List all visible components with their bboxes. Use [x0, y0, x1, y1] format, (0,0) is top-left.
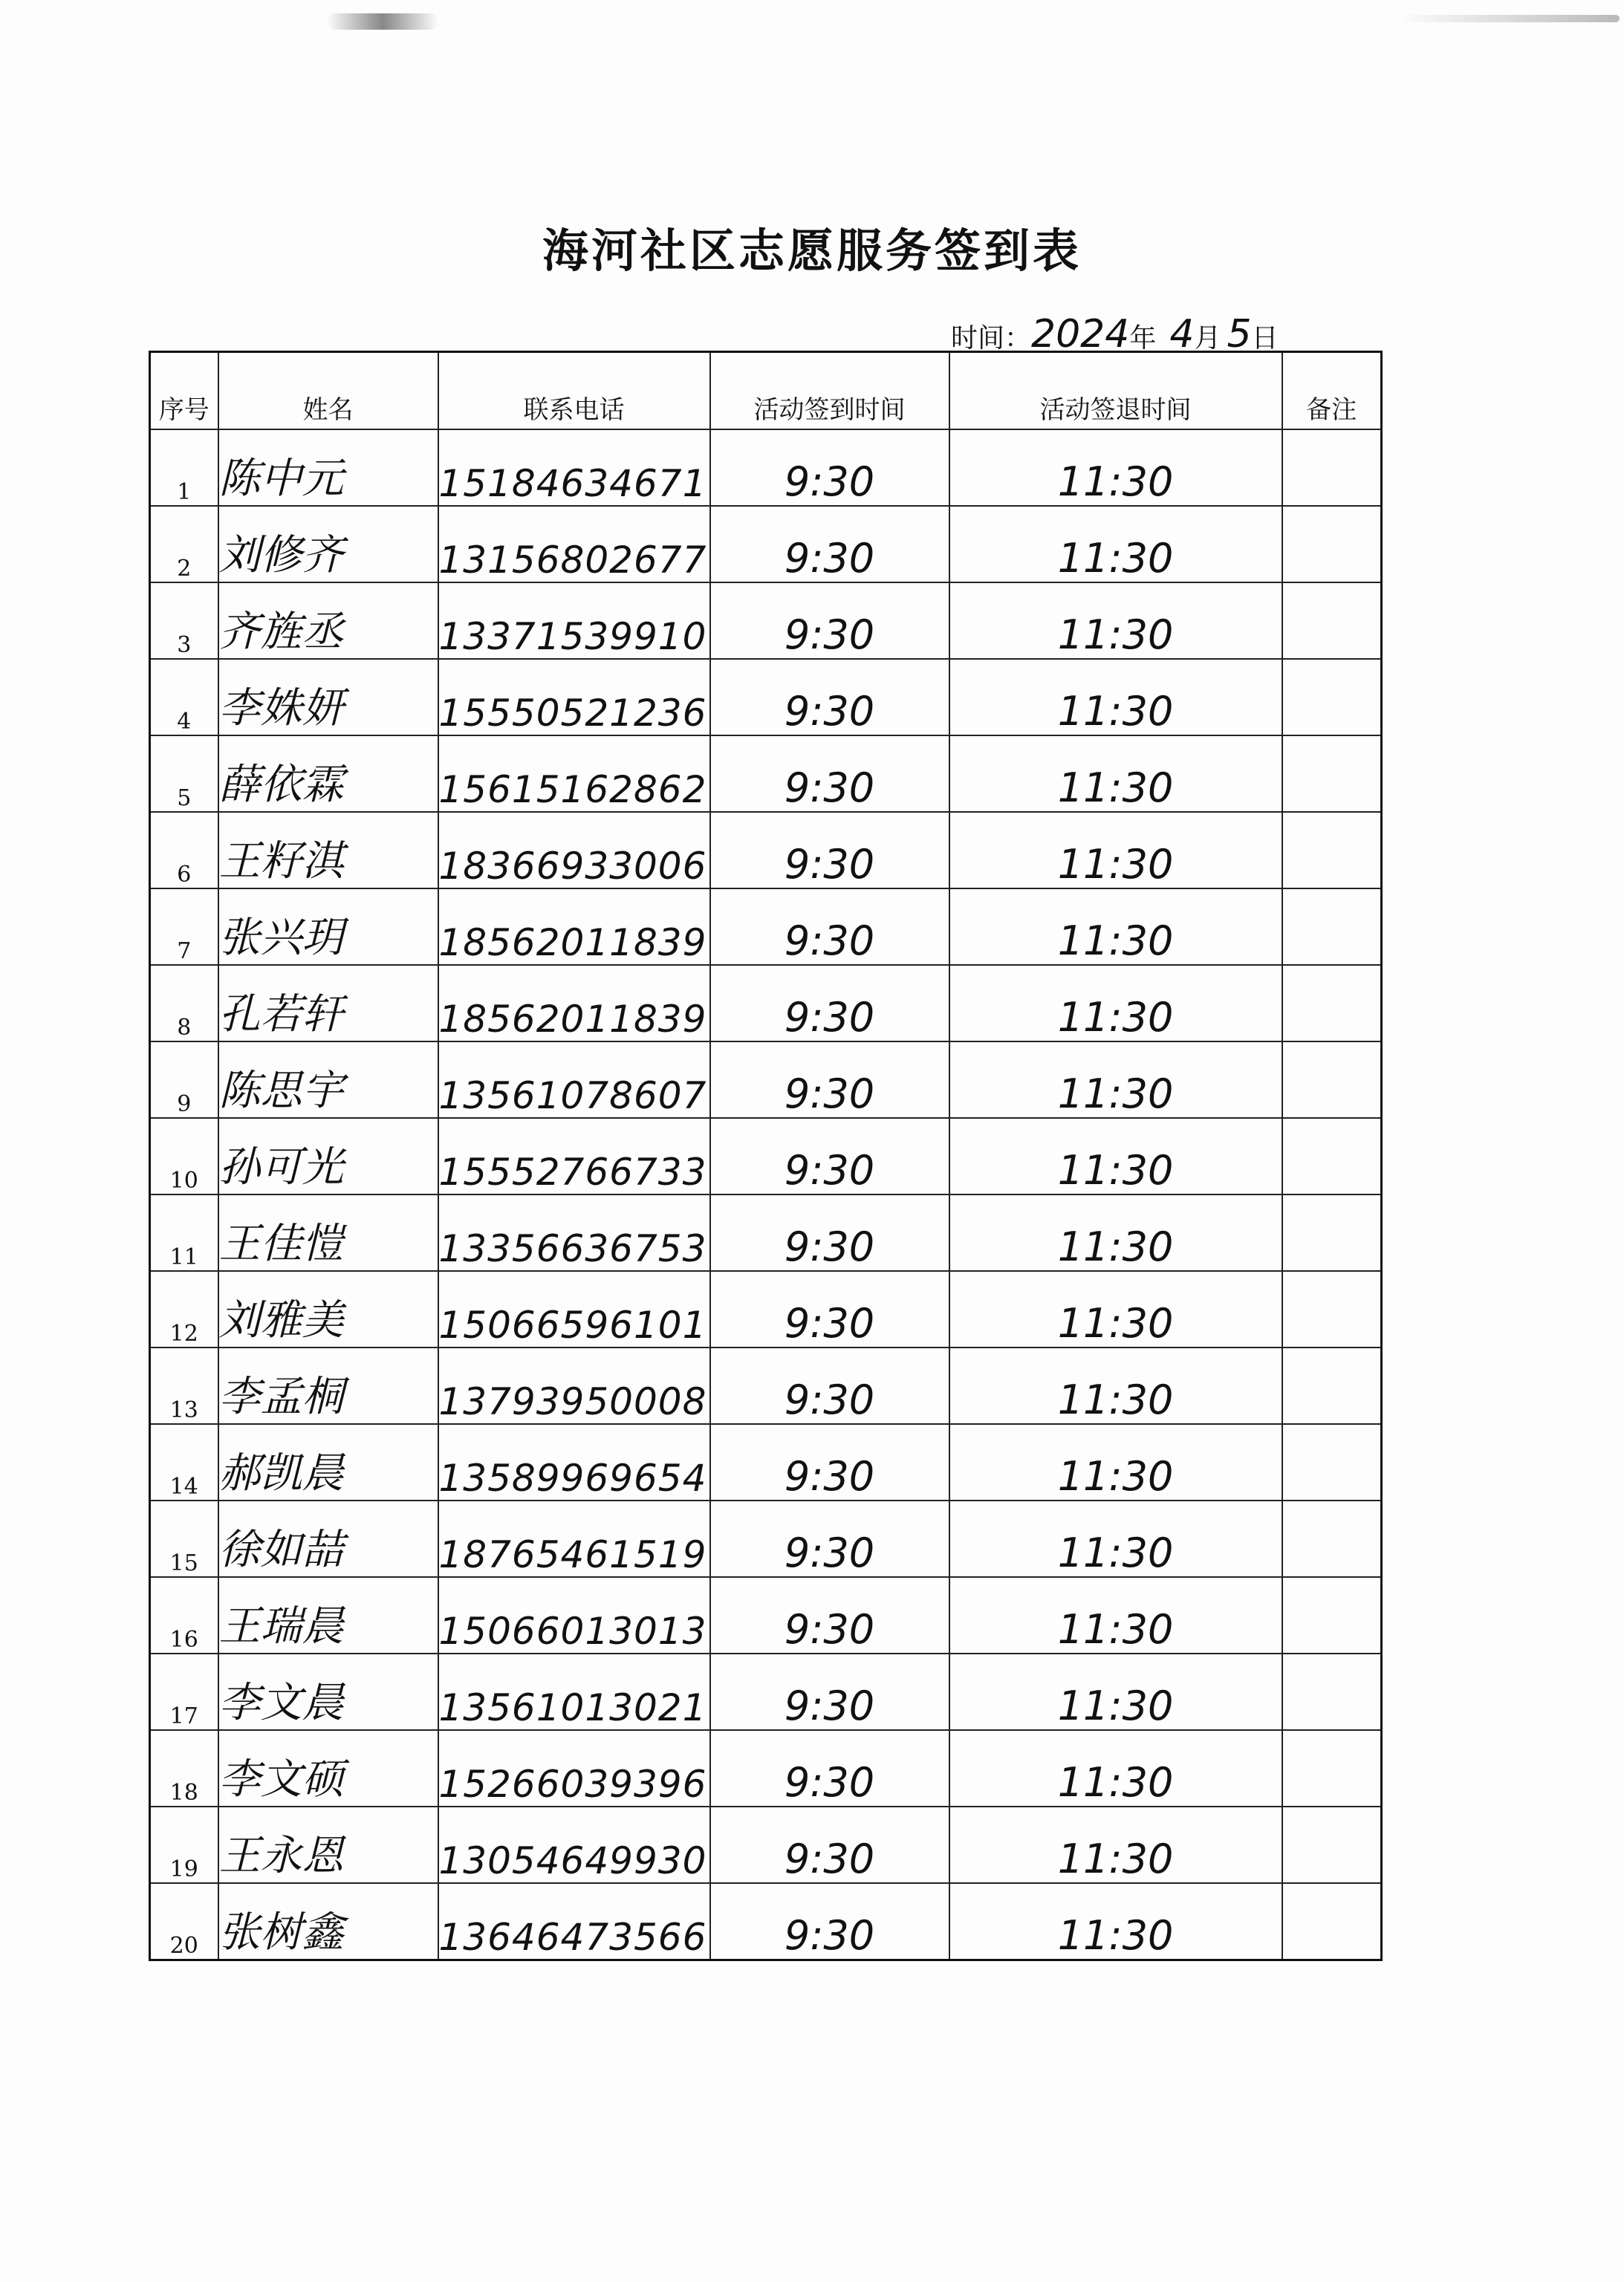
date-day-suffix: 日 — [1251, 323, 1279, 354]
scan-artifact — [327, 13, 438, 30]
row-index: 17 — [150, 1654, 218, 1730]
note-cell — [1282, 1271, 1382, 1348]
table-row — [150, 1730, 1382, 1807]
table-row — [150, 1501, 1382, 1577]
page-title: 海河社区志愿服务签到表 — [542, 224, 1082, 278]
checkout-time: 11:30 — [949, 1271, 1282, 1348]
checkout-time: 11:30 — [949, 429, 1282, 506]
volunteer-name: 张兴玥 — [218, 888, 438, 965]
note-cell — [1282, 812, 1382, 888]
table-row — [150, 1118, 1382, 1194]
signin-table — [149, 351, 1383, 1961]
volunteer-name: 刘修齐 — [218, 506, 438, 582]
volunteer-name: 张树鑫 — [218, 1883, 438, 1960]
volunteer-name: 孙可光 — [218, 1118, 438, 1194]
volunteer-name: 李文硕 — [218, 1730, 438, 1807]
col-header-name: 姓名 — [218, 352, 438, 430]
row-index: 7 — [150, 888, 218, 965]
row-index: 4 — [150, 659, 218, 735]
volunteer-phone: 18765461519 — [438, 1501, 710, 1577]
checkout-time: 11:30 — [949, 888, 1282, 965]
checkout-time: 11:30 — [949, 1348, 1282, 1424]
checkin-time: 9:30 — [710, 1730, 949, 1807]
volunteer-phone: 15552766733 — [438, 1118, 710, 1194]
note-cell — [1282, 1118, 1382, 1194]
note-cell — [1282, 1654, 1382, 1730]
col-header-index: 序号 — [150, 352, 218, 430]
checkout-time: 11:30 — [949, 735, 1282, 812]
volunteer-phone: 18366933006 — [438, 812, 710, 888]
checkout-time: 11:30 — [949, 1883, 1282, 1960]
col-header-checkout: 活动签退时间 — [949, 352, 1282, 430]
checkin-time: 9:30 — [710, 1271, 949, 1348]
checkin-time: 9:30 — [710, 1424, 949, 1501]
volunteer-phone: 13371539910 — [438, 582, 710, 659]
checkin-time: 9:30 — [710, 1654, 949, 1730]
checkout-time: 11:30 — [949, 812, 1282, 888]
volunteer-phone: 13589969654 — [438, 1424, 710, 1501]
row-index: 16 — [150, 1577, 218, 1654]
table-row — [150, 812, 1382, 888]
checkout-time: 11:30 — [949, 582, 1282, 659]
checkout-time: 11:30 — [949, 1501, 1282, 1577]
row-index: 5 — [150, 735, 218, 812]
note-cell — [1282, 888, 1382, 965]
table-row — [150, 1577, 1382, 1654]
volunteer-name: 孔若轩 — [218, 965, 438, 1041]
volunteer-phone: 13356636753 — [438, 1194, 710, 1271]
note-cell — [1282, 1194, 1382, 1271]
row-index: 20 — [150, 1883, 218, 1960]
note-cell — [1282, 429, 1382, 506]
checkout-time: 11:30 — [949, 1118, 1282, 1194]
checkout-time: 11:30 — [949, 659, 1282, 735]
checkin-time: 9:30 — [710, 1194, 949, 1271]
checkin-time: 9:30 — [710, 812, 949, 888]
volunteer-name: 王永恩 — [218, 1807, 438, 1883]
volunteer-phone: 13561013021 — [438, 1654, 710, 1730]
date-day: 5 — [1227, 312, 1252, 357]
table-row — [150, 659, 1382, 735]
checkout-time: 11:30 — [949, 1194, 1282, 1271]
volunteer-phone: 13561078607 — [438, 1041, 710, 1118]
volunteer-phone: 13793950008 — [438, 1348, 710, 1424]
date-month-suffix: 月 — [1194, 323, 1221, 354]
checkin-time: 9:30 — [710, 1041, 949, 1118]
volunteer-phone: 13646473566 — [438, 1883, 710, 1960]
volunteer-phone: 15266039396 — [438, 1730, 710, 1807]
table-row — [150, 429, 1382, 506]
row-index: 13 — [150, 1348, 218, 1424]
volunteer-phone: 18562011839 — [438, 965, 710, 1041]
checkin-time: 9:30 — [710, 1883, 949, 1960]
volunteer-name: 李姝妍 — [218, 659, 438, 735]
table-row — [150, 506, 1382, 582]
checkin-time: 9:30 — [710, 888, 949, 965]
volunteer-phone: 15550521236 — [438, 659, 710, 735]
note-cell — [1282, 506, 1382, 582]
volunteer-name: 齐旌丞 — [218, 582, 438, 659]
table-row — [150, 1424, 1382, 1501]
volunteer-phone: 18562011839 — [438, 888, 710, 965]
row-index: 10 — [150, 1118, 218, 1194]
volunteer-name: 薛依霖 — [218, 735, 438, 812]
volunteer-name: 王瑞晨 — [218, 1577, 438, 1654]
table-row — [150, 1883, 1382, 1960]
checkin-time: 9:30 — [710, 1118, 949, 1194]
note-cell — [1282, 1424, 1382, 1501]
checkin-time: 9:30 — [710, 582, 949, 659]
date-year-suffix: 年 — [1129, 323, 1157, 354]
checkin-time: 9:30 — [710, 1348, 949, 1424]
volunteer-name: 陈中元 — [218, 429, 438, 506]
checkin-time: 9:30 — [710, 429, 949, 506]
checkout-time: 11:30 — [949, 506, 1282, 582]
col-header-note: 备注 — [1282, 352, 1382, 430]
table-row — [150, 1194, 1382, 1271]
table-row — [150, 1041, 1382, 1118]
row-index: 1 — [150, 429, 218, 506]
volunteer-phone: 15184634671 — [438, 429, 710, 506]
table-row — [150, 1654, 1382, 1730]
checkout-time: 11:30 — [949, 1041, 1282, 1118]
volunteer-name: 陈思宇 — [218, 1041, 438, 1118]
col-header-checkin: 活动签到时间 — [710, 352, 949, 430]
volunteer-name: 李孟桐 — [218, 1348, 438, 1424]
row-index: 15 — [150, 1501, 218, 1577]
date-month: 4 — [1169, 312, 1195, 357]
note-cell — [1282, 1501, 1382, 1577]
checkout-time: 11:30 — [949, 1807, 1282, 1883]
date-label: 时间： — [951, 323, 1032, 354]
volunteer-name: 王佳愷 — [218, 1194, 438, 1271]
volunteer-phone: 15615162862 — [438, 735, 710, 812]
checkout-time: 11:30 — [949, 1424, 1282, 1501]
checkout-time: 11:30 — [949, 1654, 1282, 1730]
row-index: 18 — [150, 1730, 218, 1807]
col-header-phone: 联系电话 — [438, 352, 710, 430]
volunteer-name: 徐如喆 — [218, 1501, 438, 1577]
checkin-time: 9:30 — [710, 965, 949, 1041]
row-index: 19 — [150, 1807, 218, 1883]
volunteer-phone: 13156802677 — [438, 506, 710, 582]
checkin-time: 9:30 — [710, 1577, 949, 1654]
note-cell — [1282, 659, 1382, 735]
checkout-time: 11:30 — [949, 1730, 1282, 1807]
volunteer-phone: 15066596101 — [438, 1271, 710, 1348]
row-index: 11 — [150, 1194, 218, 1271]
table-row — [150, 888, 1382, 965]
table-row — [150, 1807, 1382, 1883]
row-index: 6 — [150, 812, 218, 888]
note-cell — [1282, 1577, 1382, 1654]
row-index: 14 — [150, 1424, 218, 1501]
row-index: 12 — [150, 1271, 218, 1348]
checkin-time: 9:30 — [710, 735, 949, 812]
row-index: 9 — [150, 1041, 218, 1118]
volunteer-phone: 15066013013 — [438, 1577, 710, 1654]
checkin-time: 9:30 — [710, 1501, 949, 1577]
row-index: 8 — [150, 965, 218, 1041]
note-cell — [1282, 1807, 1382, 1883]
volunteer-phone: 13054649930 — [438, 1807, 710, 1883]
note-cell — [1282, 965, 1382, 1041]
table-row — [150, 735, 1382, 812]
note-cell — [1282, 735, 1382, 812]
volunteer-name: 李文晨 — [218, 1654, 438, 1730]
checkin-time: 9:30 — [710, 659, 949, 735]
table-row — [150, 965, 1382, 1041]
date-line — [951, 312, 1279, 357]
note-cell — [1282, 582, 1382, 659]
note-cell — [1282, 1730, 1382, 1807]
checkout-time: 11:30 — [949, 1577, 1282, 1654]
volunteer-name: 刘雅美 — [218, 1271, 438, 1348]
volunteer-name: 王籽淇 — [218, 812, 438, 888]
note-cell — [1282, 1041, 1382, 1118]
row-index: 2 — [150, 506, 218, 582]
table-row — [150, 1348, 1382, 1424]
table-row — [150, 1271, 1382, 1348]
volunteer-name: 郝凯晨 — [218, 1424, 438, 1501]
date-year: 2024 — [1031, 312, 1130, 357]
checkin-time: 9:30 — [710, 1807, 949, 1883]
checkin-time: 9:30 — [710, 506, 949, 582]
scan-artifact — [1397, 15, 1620, 22]
checkout-time: 11:30 — [949, 965, 1282, 1041]
note-cell — [1282, 1348, 1382, 1424]
table-row — [150, 582, 1382, 659]
table-header-row — [150, 352, 1382, 430]
row-index: 3 — [150, 582, 218, 659]
note-cell — [1282, 1883, 1382, 1960]
